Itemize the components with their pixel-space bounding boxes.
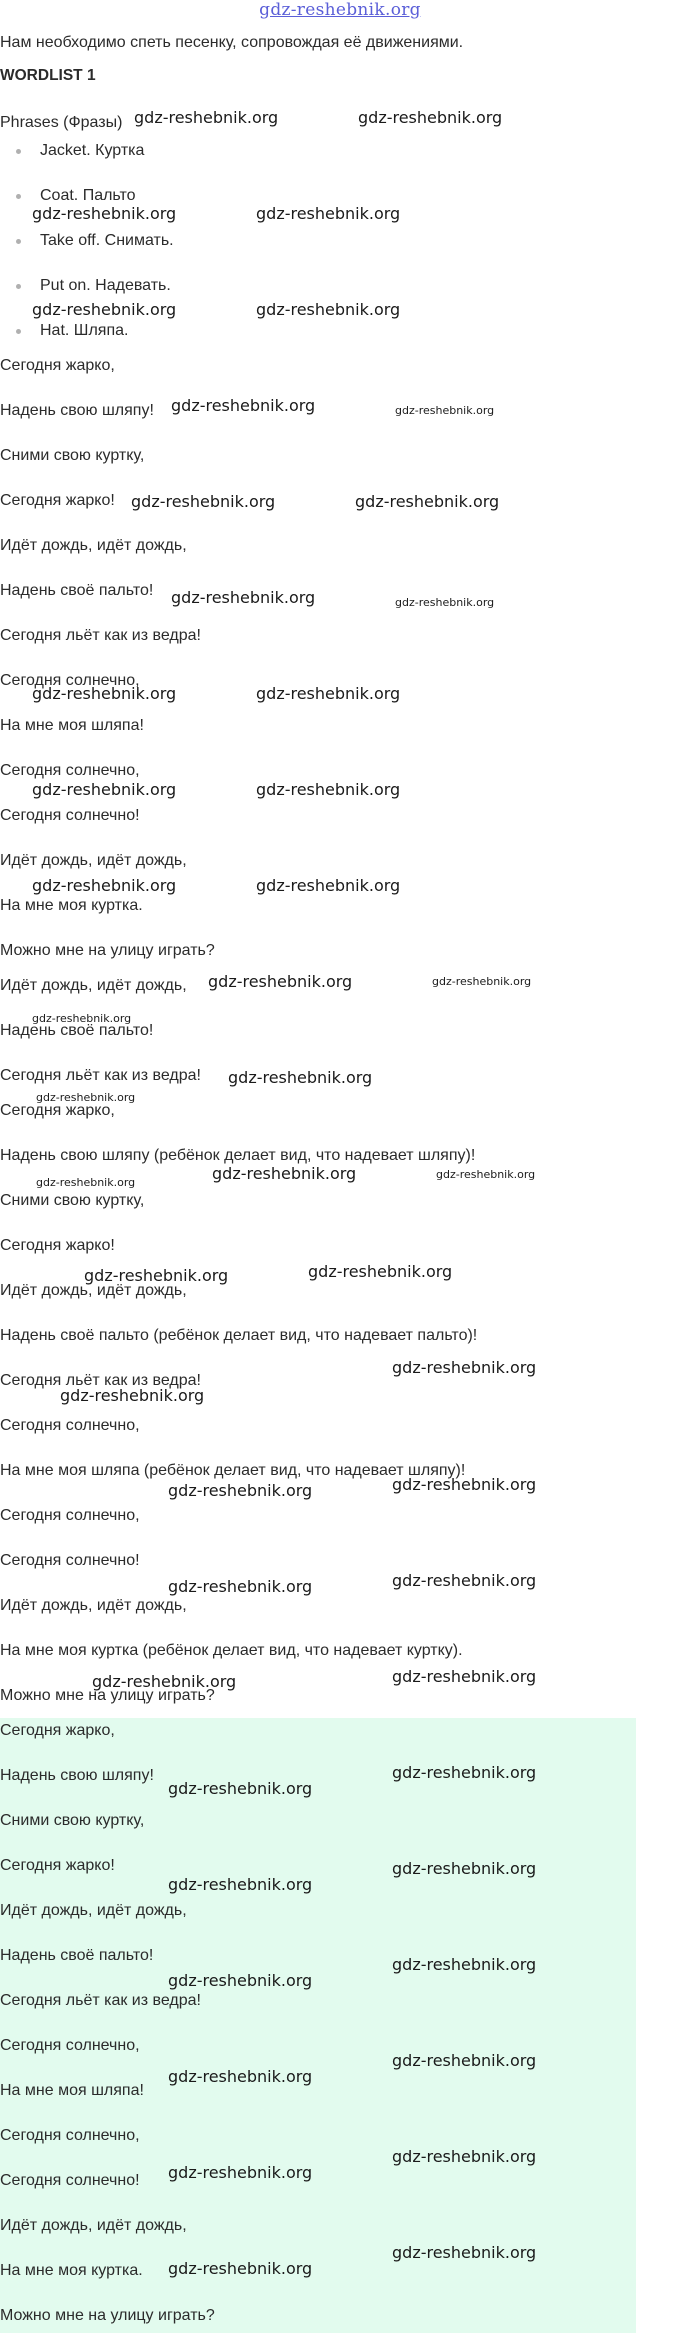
song-line: Надень свою шляпу (ребёнок делает вид, что надевает шляпу)!: [0, 1147, 476, 1164]
song-line: Сними свою куртку,: [0, 447, 145, 464]
watermark: gdz-reshebnik.org: [171, 588, 316, 607]
song-line: На мне моя шляпа (ребёнок делает вид, что надевает шляпу)!: [0, 1462, 466, 1479]
watermark: gdz-reshebnik.org: [32, 204, 177, 223]
site-link[interactable]: gdz-reshebnik.org: [259, 0, 421, 20]
song-line: Сегодня солнечно,: [0, 2037, 140, 2054]
watermark: gdz-reshebnik.org: [256, 876, 401, 895]
watermark: gdz-reshebnik.org: [171, 396, 316, 415]
intro-text: Нам необходимо спеть песенку, сопровождая её движениями.: [0, 34, 464, 51]
song-line: Сегодня солнечно,: [0, 1417, 140, 1434]
song-line: Идёт дождь, идёт дождь,: [0, 537, 187, 554]
watermark: gdz-reshebnik.org: [395, 596, 495, 609]
song-line: Надень своё пальто (ребёнок делает вид, что надевает пальто)!: [0, 1327, 478, 1344]
song-line: Сегодня солнечно!: [0, 2172, 140, 2189]
watermark: gdz-reshebnik.org: [131, 492, 276, 511]
site-header: [0, 0, 680, 22]
watermark: gdz-reshebnik.org: [308, 1262, 453, 1281]
watermark: gdz-reshebnik.org: [32, 780, 177, 799]
wordlist-item: Take off. Снимать.: [16, 231, 174, 251]
wordlist-item: Hat. Шляпа.: [16, 321, 128, 341]
wordlist-item: Put on. Надевать.: [16, 276, 171, 296]
watermark: gdz-reshebnik.org: [84, 1266, 229, 1285]
song-line: Сегодня льёт как из ведра!: [0, 1067, 201, 1084]
song-line: Сегодня жарко,: [0, 357, 115, 374]
song-line: Сегодня солнечно!: [0, 807, 140, 824]
song-line: Можно мне на улицу играть?: [0, 942, 215, 959]
song-line: Сегодня солнечно,: [0, 2127, 140, 2144]
song-line: Идёт дождь, идёт дождь,: [0, 852, 187, 869]
watermark: gdz-reshebnik.org: [208, 972, 353, 991]
song-line: На мне моя куртка.: [0, 2262, 143, 2279]
song-line: Надень своё пальто!: [0, 1022, 154, 1039]
song-line: Идёт дождь, идёт дождь,: [0, 1282, 187, 1299]
song-line: Сегодня солнечно,: [0, 672, 140, 689]
phrases-label: Phrases (Фразы): [0, 114, 123, 131]
wordlist-item: Coat. Пальто: [16, 186, 136, 206]
watermark: gdz-reshebnik.org: [256, 780, 401, 799]
song-line: Сегодня жарко!: [0, 492, 115, 509]
watermark: gdz-reshebnik.org: [392, 1475, 537, 1494]
wordlist-item: Jacket. Куртка: [16, 141, 144, 161]
watermark: gdz-reshebnik.org: [256, 684, 401, 703]
song-line: Сегодня льёт как из ведра!: [0, 1992, 201, 2009]
watermark: gdz-reshebnik.org: [392, 1571, 537, 1590]
song-line: Сегодня солнечно,: [0, 762, 140, 779]
watermark: gdz-reshebnik.org: [60, 1386, 205, 1405]
watermark: gdz-reshebnik.org: [168, 2259, 313, 2278]
song-line: Сегодня жарко!: [0, 1237, 115, 1254]
song-line: Сегодня солнечно!: [0, 1552, 140, 1569]
watermark: gdz-reshebnik.org: [212, 1164, 357, 1183]
watermark: gdz-reshebnik.org: [392, 2051, 537, 2070]
wordlist-title: WORDLIST 1: [0, 67, 96, 84]
song-line: Сегодня льёт как из ведра!: [0, 627, 201, 644]
song-line: На мне моя шляпа!: [0, 2082, 144, 2099]
song-line: На мне моя куртка.: [0, 897, 143, 914]
watermark: gdz-reshebnik.org: [228, 1068, 373, 1087]
watermark: gdz-reshebnik.org: [168, 1481, 313, 1500]
song-line: Сними свою куртку,: [0, 1192, 145, 1209]
watermark: gdz-reshebnik.org: [392, 1763, 537, 1782]
song-line: Надень свою шляпу!: [0, 1767, 154, 1784]
watermark: gdz-reshebnik.org: [436, 1168, 536, 1181]
watermark: gdz-reshebnik.org: [36, 1091, 136, 1104]
watermark: gdz-reshebnik.org: [392, 1358, 537, 1377]
song-line: Идёт дождь, идёт дождь,: [0, 977, 187, 994]
watermark: gdz-reshebnik.org: [32, 1012, 132, 1025]
song-line: Сегодня жарко!: [0, 1857, 115, 1874]
song-line: Сними свою куртку,: [0, 1812, 145, 1829]
watermark: gdz-reshebnik.org: [355, 492, 500, 511]
watermark: gdz-reshebnik.org: [168, 1779, 313, 1798]
watermark: gdz-reshebnik.org: [395, 404, 495, 417]
watermark: gdz-reshebnik.org: [256, 300, 401, 319]
watermark: gdz-reshebnik.org: [168, 2163, 313, 2182]
watermark: gdz-reshebnik.org: [32, 300, 177, 319]
song-line: Сегодня жарко,: [0, 1722, 115, 1739]
watermark: gdz-reshebnik.org: [168, 1577, 313, 1596]
watermark: gdz-reshebnik.org: [32, 684, 177, 703]
watermark: gdz-reshebnik.org: [168, 2067, 313, 2086]
watermark: gdz-reshebnik.org: [432, 975, 532, 988]
watermark: gdz-reshebnik.org: [92, 1672, 237, 1691]
song-line: Можно мне на улицу играть?: [0, 2307, 215, 2324]
watermark: gdz-reshebnik.org: [36, 1176, 136, 1189]
song-line: Идёт дождь, идёт дождь,: [0, 2217, 187, 2234]
watermark: gdz-reshebnik.org: [392, 2147, 537, 2166]
watermark: gdz-reshebnik.org: [256, 204, 401, 223]
watermark: gdz-reshebnik.org: [392, 2243, 537, 2262]
song-line: Надень своё пальто!: [0, 582, 154, 599]
watermark: gdz-reshebnik.org: [358, 108, 503, 127]
watermark: gdz-reshebnik.org: [134, 108, 279, 127]
song-line: Сегодня льёт как из ведра!: [0, 1372, 201, 1389]
watermark: gdz-reshebnik.org: [168, 1875, 313, 1894]
watermark: gdz-reshebnik.org: [392, 1955, 537, 1974]
watermark: gdz-reshebnik.org: [32, 876, 177, 895]
song-line: Идёт дождь, идёт дождь,: [0, 1597, 187, 1614]
watermark: gdz-reshebnik.org: [168, 1971, 313, 1990]
song-line: Идёт дождь, идёт дождь,: [0, 1902, 187, 1919]
song-line: Можно мне на улицу играть?: [0, 1687, 215, 1704]
song-line: Сегодня жарко,: [0, 1102, 115, 1119]
song-line: Надень свою шляпу!: [0, 402, 154, 419]
song-line: На мне моя куртка (ребёнок делает вид, что надевает куртку).: [0, 1642, 463, 1659]
watermark: gdz-reshebnik.org: [392, 1859, 537, 1878]
song-line: На мне моя шляпа!: [0, 717, 144, 734]
watermark: gdz-reshebnik.org: [392, 1667, 537, 1686]
song-line: Надень своё пальто!: [0, 1947, 154, 1964]
song-line: Сегодня солнечно,: [0, 1507, 140, 1524]
